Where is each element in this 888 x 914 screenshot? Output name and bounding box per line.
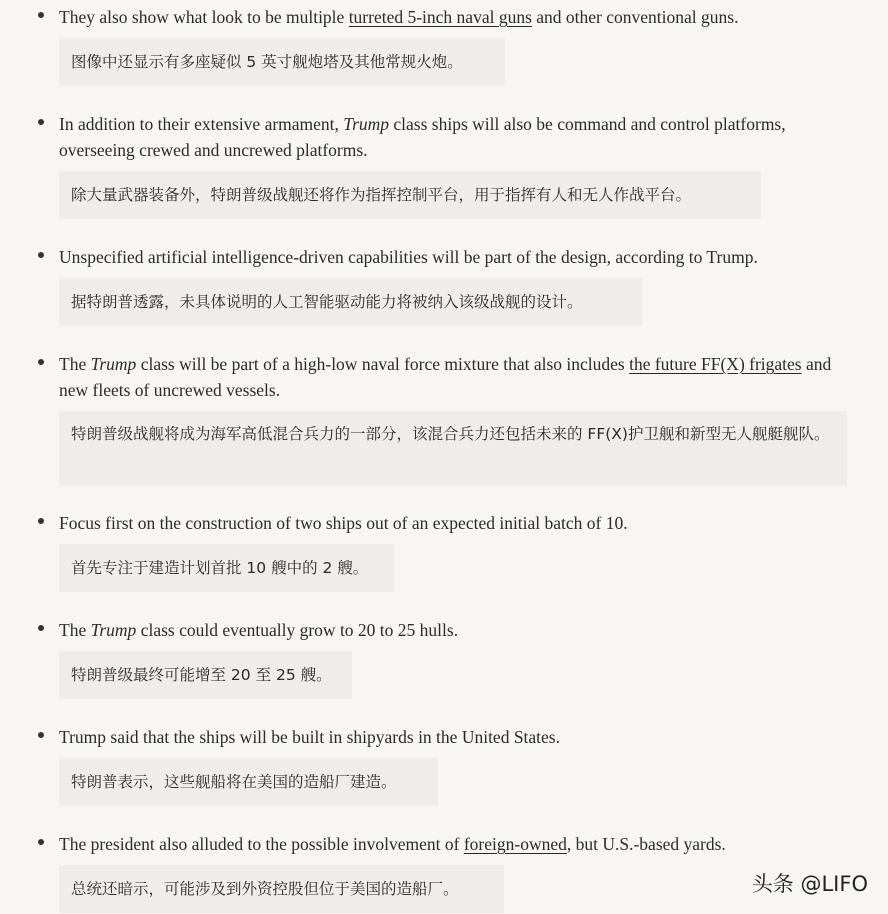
bullet-icon: [38, 732, 44, 738]
english-text: [59, 351, 839, 403]
text-span: The president also alluded to the possible involvement of: [59, 834, 464, 854]
english-text: Focus first on the construction of two ships out of an expected initial batch of 10.: [59, 513, 628, 533]
english-text: [59, 617, 839, 643]
english-text: [59, 4, 839, 30]
chinese-translation: 首先专注于建造计划首批 10 艘中的 2 艘。: [59, 544, 394, 592]
text-span: , but U.S.-based yards.: [566, 834, 726, 854]
text-span: The: [59, 620, 91, 640]
bullet-icon: [38, 252, 44, 258]
watermark: 头条 @LIFO: [751, 872, 868, 896]
text-span: class ships will also be command and control platforms, overseeing crewed and uncrewed platforms.: [59, 114, 786, 160]
ffx-frigates-link[interactable]: the future FF(X) frigates: [629, 354, 802, 374]
italic-text: Trump: [90, 354, 137, 374]
chinese-translation: 特朗普表示，这些舰船将在美国的造船厂建造。: [59, 758, 438, 806]
naval-guns-link[interactable]: turreted 5-inch naval guns: [348, 7, 532, 27]
text-span: The: [59, 354, 91, 374]
italic-text: Trump: [90, 620, 137, 640]
text-span: In addition to their extensive armament,: [59, 114, 344, 134]
bullet-icon: [38, 359, 44, 365]
chinese-translation: 除大量武器装备外，特朗普级战舰还将作为指挥控制平台，用于指挥有人和无人作战平台。: [59, 171, 761, 219]
text-span: They also show what look to be multiple: [59, 7, 349, 27]
chinese-translation: 图像中还显示有多座疑似 5 英寸舰炮塔及其他常规火炮。: [59, 38, 505, 86]
english-text: [59, 111, 839, 163]
chinese-translation: 据特朗普透露，未具体说明的人工智能驱动能力将被纳入该级战舰的设计。: [59, 278, 642, 326]
bullet-icon: [38, 518, 44, 524]
bullet-icon: [38, 119, 44, 125]
english-text: Unspecified artificial intelligence-driven capabilities will be part of the design, according to Trump.: [59, 247, 758, 267]
bullet-icon: [38, 625, 44, 631]
bullet-icon: [38, 12, 44, 18]
english-text: Trump said that the ships will be built in shipyards in the United States.: [59, 727, 560, 747]
text-span: class will be part of a high-low naval force mixture that also includes: [136, 354, 630, 374]
text-span: class could eventually grow to 20 to 25 hulls.: [136, 620, 459, 640]
chinese-translation: 特朗普级战舰将成为海军高低混合兵力的一部分，该混合兵力还包括未来的 FF(X)护卫舰和新型无人舰艇舰队。: [59, 411, 847, 486]
text-span: and other conventional guns.: [531, 7, 739, 27]
text-span: and new fleets of uncrewed vessels.: [59, 354, 832, 400]
chinese-translation: 总统还暗示，可能涉及到外资控股但位于美国的造船厂。: [59, 865, 504, 913]
chinese-translation: 特朗普级最终可能增至 20 至 25 艘。: [59, 651, 352, 699]
bullet-icon: [38, 839, 44, 845]
italic-text: Trump: [343, 114, 390, 134]
foreign-owned-link[interactable]: foreign-owned: [463, 834, 567, 854]
english-text: [59, 831, 839, 857]
